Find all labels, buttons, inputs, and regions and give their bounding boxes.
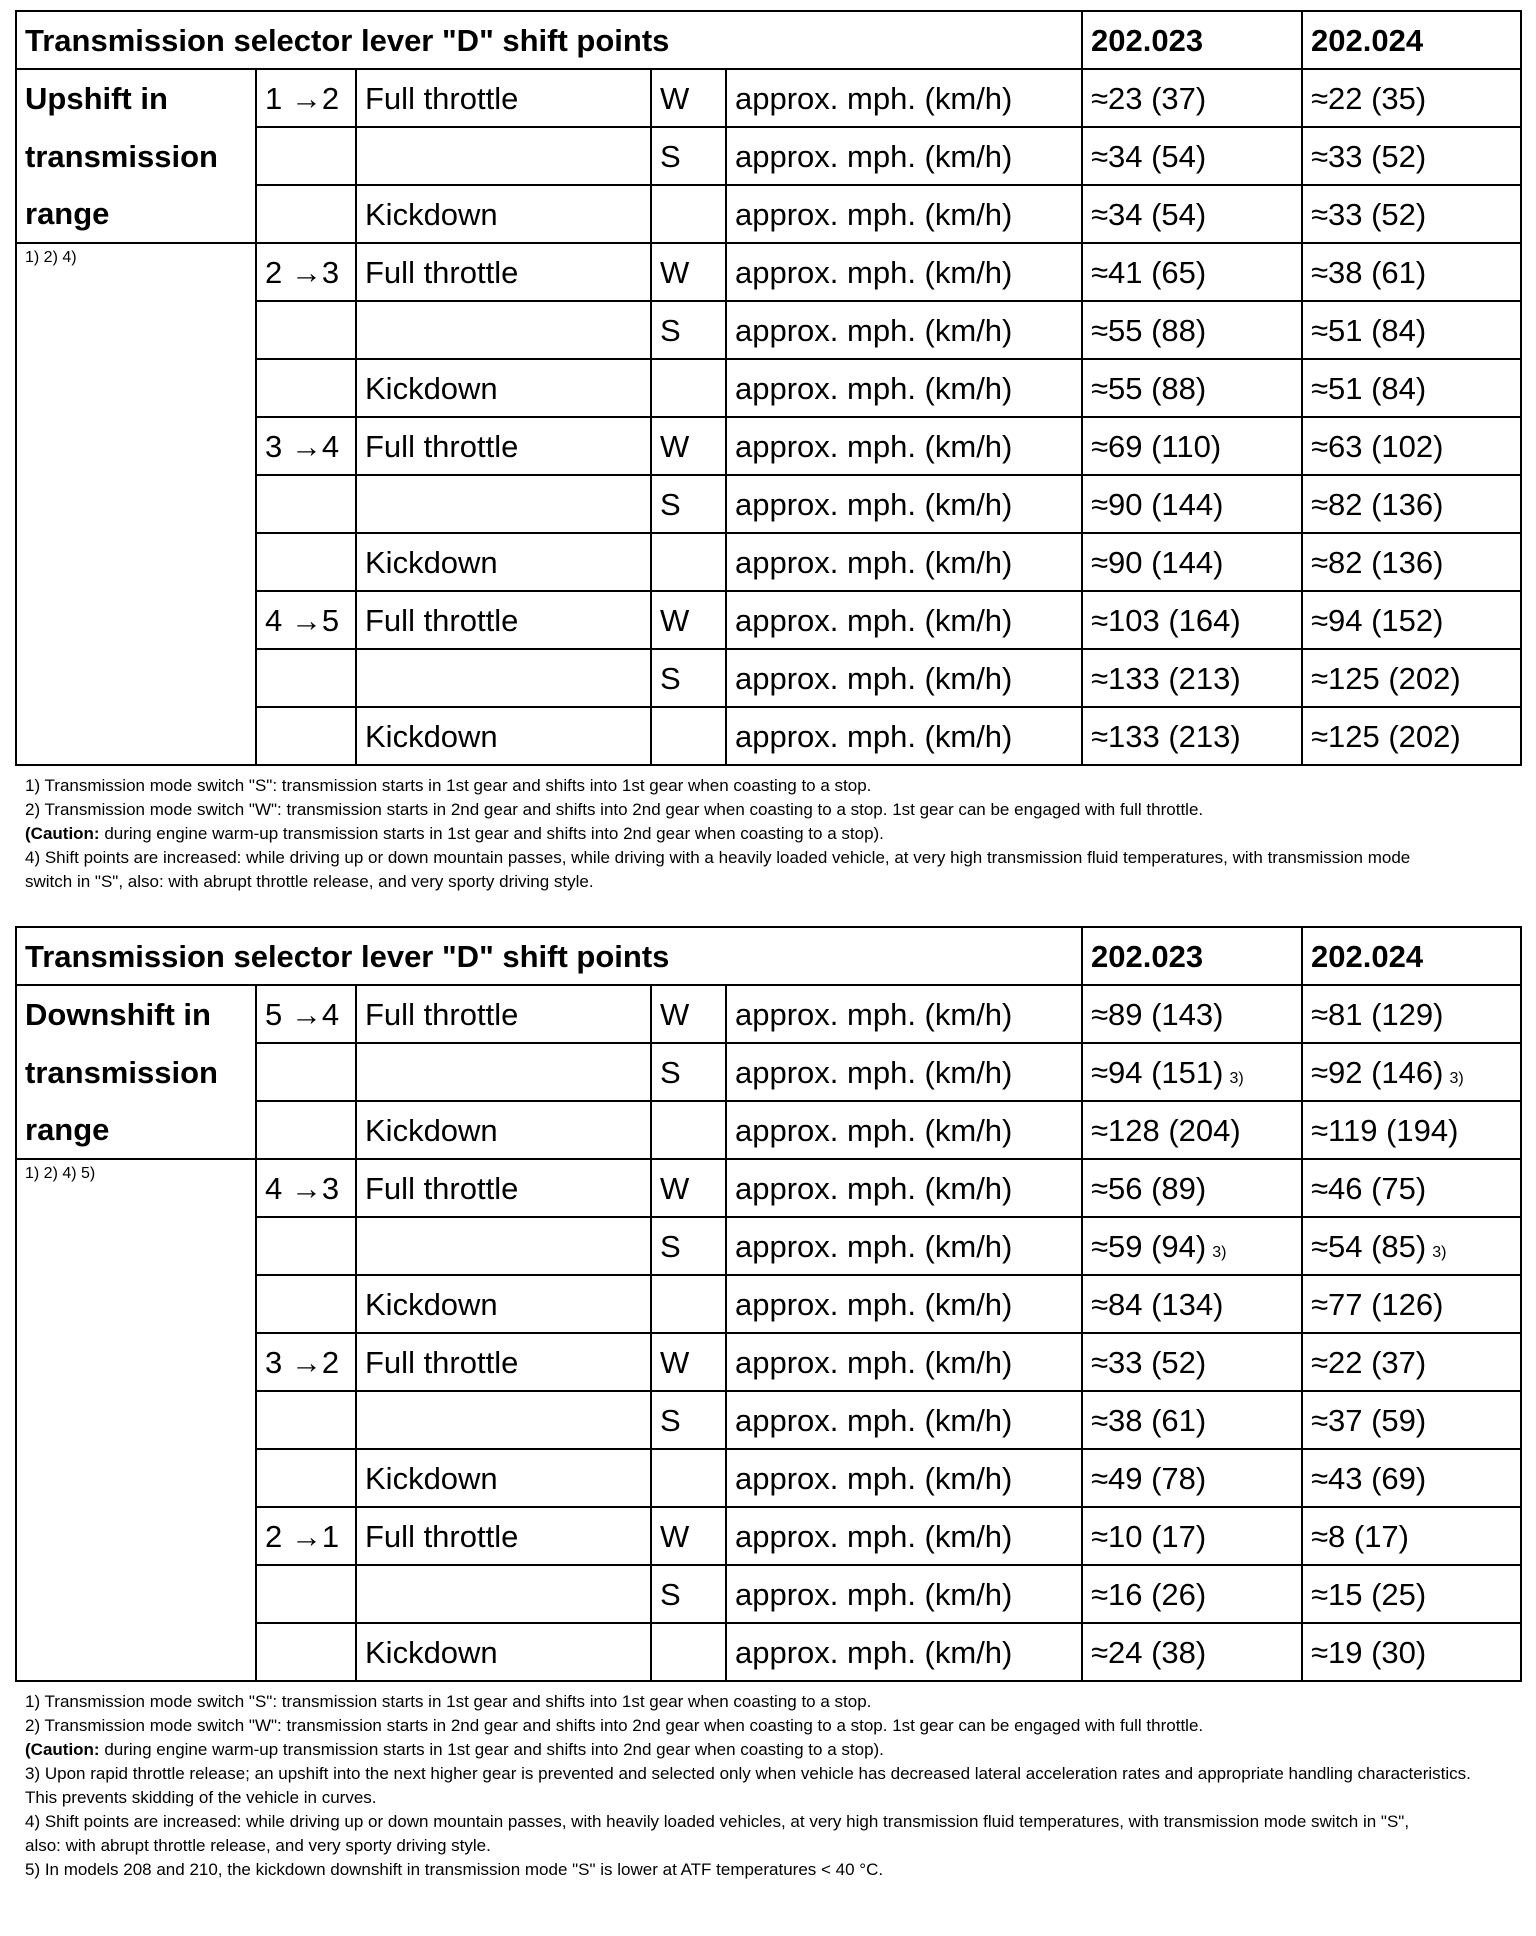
speed-value: ≈51 (84) — [1311, 370, 1427, 406]
footnote-text: during engine warm-up transmission starts in 1st gear and shifts into 2nd gear when coasting to a stop). — [99, 1740, 884, 1759]
speed-value: ≈59 (94) — [1091, 1228, 1207, 1264]
row-group-note: 1) 2) 4) 5) — [16, 1159, 256, 1681]
table-title: Transmission selector lever "D" shift points — [16, 927, 1082, 985]
condition-cell: Kickdown — [356, 707, 651, 765]
condition-cell: Full throttle — [356, 591, 651, 649]
speed-value-cell — [1082, 1043, 1302, 1101]
speed-value: ≈16 (26) — [1091, 1576, 1207, 1612]
speed-value: ≈69 (110) — [1091, 428, 1222, 464]
unit-cell: approx. mph. (km/h) — [726, 417, 1082, 475]
footnote-ref: 3) — [1449, 1069, 1464, 1087]
shift-cell — [256, 185, 356, 243]
speed-value: ≈77 (126) — [1311, 1286, 1444, 1322]
row-group-label: range — [16, 1101, 256, 1159]
table-row — [16, 1101, 1521, 1159]
speed-value: ≈43 (69) — [1311, 1460, 1427, 1496]
footnote — [25, 1858, 1520, 1882]
unit-cell: approx. mph. (km/h) — [726, 1449, 1082, 1507]
speed-value: ≈54 (85) — [1311, 1228, 1427, 1264]
speed-value-cell — [1082, 243, 1302, 301]
speed-value: ≈119 (194) — [1311, 1112, 1459, 1148]
condition-cell: Kickdown — [356, 1449, 651, 1507]
unit-cell: approx. mph. (km/h) — [726, 1101, 1082, 1159]
mode-cell: W — [651, 417, 726, 475]
speed-value-cell — [1302, 1449, 1521, 1507]
unit-cell: approx. mph. (km/h) — [726, 1565, 1082, 1623]
footnote — [25, 774, 1520, 798]
mode-cell: W — [651, 1159, 726, 1217]
footnote — [25, 1738, 1520, 1762]
footnote-ref: 3) — [1212, 1243, 1227, 1261]
footnote — [25, 798, 1520, 822]
speed-value-cell — [1302, 417, 1521, 475]
footnote — [25, 1810, 1520, 1834]
condition-cell: Kickdown — [356, 359, 651, 417]
speed-value: ≈81 (129) — [1311, 996, 1444, 1032]
speed-value: ≈90 (144) — [1091, 486, 1224, 522]
mode-cell — [651, 185, 726, 243]
condition-cell: Full throttle — [356, 243, 651, 301]
speed-value-cell — [1302, 591, 1521, 649]
footnote — [25, 846, 1520, 870]
shift-cell — [256, 649, 356, 707]
table-row — [16, 1043, 1521, 1101]
footnote — [25, 1762, 1520, 1786]
speed-value-cell — [1302, 1101, 1521, 1159]
table-row — [16, 185, 1521, 243]
speed-value-cell — [1082, 1159, 1302, 1217]
mode-cell — [651, 359, 726, 417]
unit-cell: approx. mph. (km/h) — [726, 1275, 1082, 1333]
model-header: 202.023 — [1082, 927, 1302, 985]
speed-value: ≈41 (65) — [1091, 254, 1207, 290]
shift-cell — [256, 1275, 356, 1333]
condition-cell: Kickdown — [356, 1275, 651, 1333]
speed-value-cell — [1082, 185, 1302, 243]
footnote — [25, 1834, 1520, 1858]
speed-value: ≈34 (54) — [1091, 138, 1207, 174]
condition-cell — [356, 1217, 651, 1275]
condition-cell: Kickdown — [356, 533, 651, 591]
speed-value-cell — [1082, 1217, 1302, 1275]
table-row — [16, 1159, 1521, 1217]
speed-value: ≈38 (61) — [1311, 254, 1427, 290]
unit-cell: approx. mph. (km/h) — [726, 69, 1082, 127]
speed-value-cell — [1302, 359, 1521, 417]
speed-value-cell — [1302, 243, 1521, 301]
table-row — [16, 243, 1521, 301]
footnote-caution: (Caution: — [25, 1740, 100, 1759]
footnote-text: 2) Transmission mode switch "W": transmission starts in 2nd gear and shifts into 2nd gear when coasting to a stop. 1st gear can be engaged with full throttle. — [25, 1716, 1204, 1735]
footnote-text: during engine warm-up transmission starts in 1st gear and shifts into 2nd gear when coasting to a stop). — [99, 824, 884, 843]
shift-cell — [256, 1217, 356, 1275]
speed-value: ≈22 (35) — [1311, 80, 1427, 116]
unit-cell: approx. mph. (km/h) — [726, 1217, 1082, 1275]
mode-cell: W — [651, 243, 726, 301]
speed-value-cell — [1082, 533, 1302, 591]
footnote-text: 1) Transmission mode switch "S": transmission starts in 1st gear and shifts into 1st gear when coasting to a stop. — [25, 776, 872, 795]
speed-value: ≈22 (37) — [1311, 1344, 1427, 1380]
shift-cell — [256, 1043, 356, 1101]
speed-value: ≈94 (151) — [1091, 1054, 1224, 1090]
speed-value: ≈55 (88) — [1091, 312, 1207, 348]
shift-cell: 3 →2 — [256, 1333, 356, 1391]
footnote-ref: 3) — [1229, 1069, 1244, 1087]
speed-value: ≈33 (52) — [1091, 1344, 1207, 1380]
footnote-text: This prevents skidding of the vehicle in curves. — [25, 1788, 377, 1807]
speed-value: ≈33 (52) — [1311, 138, 1427, 174]
speed-value-cell — [1082, 985, 1302, 1043]
speed-value-cell — [1302, 185, 1521, 243]
unit-cell: approx. mph. (km/h) — [726, 127, 1082, 185]
speed-value-cell — [1302, 1565, 1521, 1623]
footnote-text: 1) Transmission mode switch "S": transmission starts in 1st gear and shifts into 1st gear when coasting to a stop. — [25, 1692, 872, 1711]
speed-value-cell — [1302, 69, 1521, 127]
unit-cell: approx. mph. (km/h) — [726, 359, 1082, 417]
speed-value: ≈37 (59) — [1311, 1402, 1427, 1438]
speed-value-cell — [1082, 475, 1302, 533]
speed-value-cell — [1082, 1507, 1302, 1565]
speed-value-cell — [1082, 301, 1302, 359]
footnote — [25, 1714, 1520, 1738]
speed-value: ≈56 (89) — [1091, 1170, 1207, 1206]
mode-cell: S — [651, 1217, 726, 1275]
speed-value: ≈84 (134) — [1091, 1286, 1224, 1322]
speed-value: ≈34 (54) — [1091, 196, 1207, 232]
footnote-ref: 3) — [1432, 1243, 1447, 1261]
unit-cell: approx. mph. (km/h) — [726, 185, 1082, 243]
speed-value-cell — [1302, 649, 1521, 707]
mode-cell: S — [651, 1391, 726, 1449]
model-header: 202.024 — [1302, 11, 1521, 69]
footnote — [25, 1786, 1520, 1810]
speed-value-cell — [1302, 1333, 1521, 1391]
header-row — [16, 927, 1521, 985]
condition-cell — [356, 1043, 651, 1101]
shift-cell — [256, 707, 356, 765]
footnote-text: 5) In models 208 and 210, the kickdown downshift in transmission mode "S" is lower at ATF temperatures < 40 °C. — [25, 1860, 884, 1879]
speed-value-cell — [1082, 1275, 1302, 1333]
speed-value: ≈49 (78) — [1091, 1460, 1207, 1496]
mode-cell: W — [651, 985, 726, 1043]
speed-value-cell — [1082, 1101, 1302, 1159]
unit-cell: approx. mph. (km/h) — [726, 533, 1082, 591]
footnote-text: 4) Shift points are increased: while driving up or down mountain passes, while driving with a heavily loaded vehicle, at very high transmission fluid temperatures, with transmission mode — [25, 848, 1411, 867]
speed-value-cell — [1082, 591, 1302, 649]
speed-value-cell — [1302, 1043, 1521, 1101]
condition-cell: Full throttle — [356, 1333, 651, 1391]
mode-cell: W — [651, 1507, 726, 1565]
upshift-footnotes — [25, 774, 1520, 894]
condition-cell: Full throttle — [356, 985, 651, 1043]
speed-value-cell — [1302, 1217, 1521, 1275]
mode-cell — [651, 533, 726, 591]
condition-cell — [356, 475, 651, 533]
row-group-label: Downshift in — [16, 985, 256, 1043]
speed-value: ≈133 (213) — [1091, 718, 1241, 754]
unit-cell: approx. mph. (km/h) — [726, 1623, 1082, 1681]
footnote-text: 3) Upon rapid throttle release; an upshift into the next higher gear is prevented and selected only when vehicle has decreased lateral acceleration rates and appropriate handling characteristics. — [25, 1764, 1471, 1783]
unit-cell: approx. mph. (km/h) — [726, 985, 1082, 1043]
speed-value-cell — [1082, 1333, 1302, 1391]
condition-cell: Full throttle — [356, 69, 651, 127]
speed-value: ≈24 (38) — [1091, 1634, 1207, 1670]
row-group-label: range — [16, 185, 256, 243]
shift-cell — [256, 1565, 356, 1623]
shift-cell: 4 →5 — [256, 591, 356, 649]
footnote-text: 4) Shift points are increased: while driving up or down mountain passes, with heavily loaded vehicles, at very high transmission fluid temperatures, with transmission mode switch in "S", — [25, 1812, 1410, 1831]
unit-cell: approx. mph. (km/h) — [726, 301, 1082, 359]
mode-cell: S — [651, 127, 726, 185]
mode-cell: W — [651, 1333, 726, 1391]
speed-value-cell — [1302, 533, 1521, 591]
mode-cell: S — [651, 1565, 726, 1623]
footnote — [25, 822, 1520, 846]
speed-value-cell — [1082, 359, 1302, 417]
mode-cell — [651, 707, 726, 765]
speed-value: ≈51 (84) — [1311, 312, 1427, 348]
speed-value-cell — [1302, 1275, 1521, 1333]
downshift-footnotes — [25, 1690, 1520, 1882]
speed-value-cell — [1082, 417, 1302, 475]
upshift-table — [15, 10, 1522, 766]
speed-value-cell — [1302, 1623, 1521, 1681]
footnote — [25, 1690, 1520, 1714]
footnote — [25, 870, 1520, 894]
speed-value-cell — [1302, 127, 1521, 185]
speed-value: ≈33 (52) — [1311, 196, 1427, 232]
shift-cell — [256, 127, 356, 185]
unit-cell: approx. mph. (km/h) — [726, 591, 1082, 649]
unit-cell: approx. mph. (km/h) — [726, 1333, 1082, 1391]
mode-cell: W — [651, 69, 726, 127]
speed-value: ≈19 (30) — [1311, 1634, 1427, 1670]
footnote-text: also: with abrupt throttle release, and very sporty driving style. — [25, 1836, 491, 1855]
speed-value: ≈15 (25) — [1311, 1576, 1427, 1612]
unit-cell: approx. mph. (km/h) — [726, 649, 1082, 707]
speed-value-cell — [1082, 1565, 1302, 1623]
speed-value-cell — [1302, 475, 1521, 533]
condition-cell: Full throttle — [356, 417, 651, 475]
speed-value: ≈63 (102) — [1311, 428, 1444, 464]
shift-cell — [256, 475, 356, 533]
downshift-table — [15, 926, 1522, 1682]
mode-cell — [651, 1449, 726, 1507]
row-group-label: transmission — [16, 127, 256, 185]
speed-value: ≈8 (17) — [1311, 1518, 1409, 1554]
speed-value: ≈10 (17) — [1091, 1518, 1207, 1554]
speed-value-cell — [1302, 1159, 1521, 1217]
footnote-caution: (Caution: — [25, 824, 100, 843]
shift-cell: 3 →4 — [256, 417, 356, 475]
table-row — [16, 127, 1521, 185]
speed-value-cell — [1082, 649, 1302, 707]
condition-cell — [356, 1391, 651, 1449]
unit-cell: approx. mph. (km/h) — [726, 1507, 1082, 1565]
mode-cell: W — [651, 591, 726, 649]
speed-value: ≈125 (202) — [1311, 660, 1461, 696]
speed-value-cell — [1082, 1449, 1302, 1507]
speed-value-cell — [1082, 1623, 1302, 1681]
table-title: Transmission selector lever "D" shift points — [16, 11, 1082, 69]
unit-cell: approx. mph. (km/h) — [726, 1391, 1082, 1449]
unit-cell: approx. mph. (km/h) — [726, 243, 1082, 301]
shift-cell — [256, 1623, 356, 1681]
header-row — [16, 11, 1521, 69]
speed-value-cell — [1082, 1391, 1302, 1449]
model-header: 202.024 — [1302, 927, 1521, 985]
row-group-label: Upshift in — [16, 69, 256, 127]
mode-cell: S — [651, 1043, 726, 1101]
model-header: 202.023 — [1082, 11, 1302, 69]
condition-cell: Kickdown — [356, 1623, 651, 1681]
shift-cell — [256, 533, 356, 591]
speed-value-cell — [1082, 127, 1302, 185]
shift-cell — [256, 1391, 356, 1449]
mode-cell — [651, 1623, 726, 1681]
table-row — [16, 985, 1521, 1043]
speed-value: ≈55 (88) — [1091, 370, 1207, 406]
unit-cell: approx. mph. (km/h) — [726, 475, 1082, 533]
mode-cell: S — [651, 301, 726, 359]
condition-cell: Full throttle — [356, 1507, 651, 1565]
shift-cell: 5 →4 — [256, 985, 356, 1043]
unit-cell: approx. mph. (km/h) — [726, 707, 1082, 765]
condition-cell — [356, 301, 651, 359]
unit-cell: approx. mph. (km/h) — [726, 1043, 1082, 1101]
speed-value-cell — [1302, 1391, 1521, 1449]
shift-cell: 2 →3 — [256, 243, 356, 301]
unit-cell: approx. mph. (km/h) — [726, 1159, 1082, 1217]
condition-cell: Kickdown — [356, 1101, 651, 1159]
speed-value: ≈125 (202) — [1311, 718, 1461, 754]
shift-cell — [256, 1101, 356, 1159]
speed-value: ≈82 (136) — [1311, 544, 1444, 580]
speed-value: ≈38 (61) — [1091, 1402, 1207, 1438]
speed-value: ≈103 (164) — [1091, 602, 1241, 638]
speed-value: ≈92 (146) — [1311, 1054, 1444, 1090]
shift-cell: 1 →2 — [256, 69, 356, 127]
footnote-text: 2) Transmission mode switch "W": transmission starts in 2nd gear and shifts into 2nd gear when coasting to a stop. 1st gear can be engaged with full throttle. — [25, 800, 1204, 819]
mode-cell: S — [651, 649, 726, 707]
speed-value-cell — [1302, 1507, 1521, 1565]
mode-cell: S — [651, 475, 726, 533]
condition-cell: Kickdown — [356, 185, 651, 243]
speed-value: ≈128 (204) — [1091, 1112, 1241, 1148]
mode-cell — [651, 1101, 726, 1159]
speed-value-cell — [1082, 707, 1302, 765]
speed-value: ≈94 (152) — [1311, 602, 1444, 638]
speed-value: ≈82 (136) — [1311, 486, 1444, 522]
shift-cell: 4 →3 — [256, 1159, 356, 1217]
row-group-label: transmission — [16, 1043, 256, 1101]
speed-value-cell — [1302, 707, 1521, 765]
row-group-note: 1) 2) 4) — [16, 243, 256, 765]
footnote-text: switch in "S", also: with abrupt throttle release, and very sporty driving style. — [25, 872, 594, 891]
condition-cell — [356, 649, 651, 707]
speed-value: ≈89 (143) — [1091, 996, 1224, 1032]
speed-value: ≈90 (144) — [1091, 544, 1224, 580]
shift-cell — [256, 359, 356, 417]
speed-value-cell — [1302, 985, 1521, 1043]
shift-cell — [256, 301, 356, 359]
speed-value-cell — [1302, 301, 1521, 359]
speed-value: ≈23 (37) — [1091, 80, 1207, 116]
mode-cell — [651, 1275, 726, 1333]
shift-cell — [256, 1449, 356, 1507]
shift-cell: 2 →1 — [256, 1507, 356, 1565]
condition-cell — [356, 1565, 651, 1623]
table-row — [16, 69, 1521, 127]
speed-value: ≈46 (75) — [1311, 1170, 1427, 1206]
speed-value-cell — [1082, 69, 1302, 127]
condition-cell — [356, 127, 651, 185]
speed-value: ≈133 (213) — [1091, 660, 1241, 696]
condition-cell: Full throttle — [356, 1159, 651, 1217]
